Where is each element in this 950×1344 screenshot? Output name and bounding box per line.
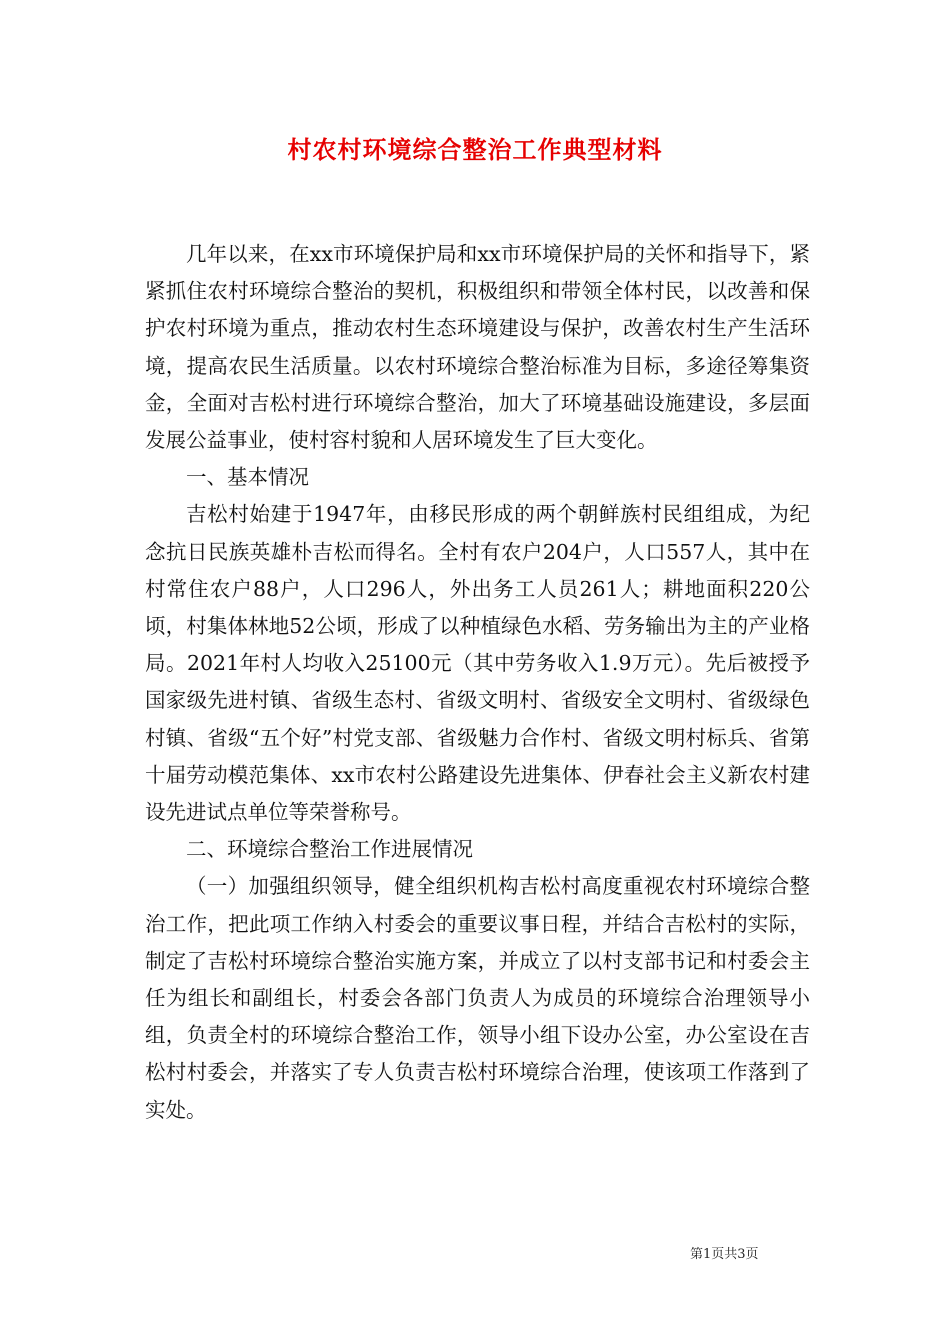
page-number: 第1页共3页 xyxy=(690,1247,759,1262)
document-title: 村农村环境综合整治工作典型材料 xyxy=(287,135,663,164)
intro-paragraph: 几年以来，在xx市环境保护局和xx市环境保护局的关怀和指导下，紧紧抓住农村环境综合整治的契机，积极组织和带领全体村民，以改善和保护农村环境为重点，推动农村生态环境建设与保护，改善农村生产生活环境，提高农民生活质量。以农村环境综合整治标准为目标，多途径筹集资金，全面对吉松村进行环境综合整治，加大了环境基础设施建设，多层面发展公益事业，使村容村貌和人居环境发生了巨大变化。 xyxy=(145,242,810,453)
basic-info-paragraph: 吉松村始建于1947年，由移民形成的两个朝鲜族村民组组成，为纪念抗日民族英雄朴吉松而得名。全村有农户204户，人口557人，其中在村常住农户88户，人口296人，外出务工人员261人；耕地面积220公顷，村集体林地52公顷，形成了以种植绿色水稻、劳务输出为主的产业格局。2021年村人均收入25100元（其中劳务收入1.9万元）。先后被授予国家级先进村镇、省级生态村、省级文明村、省级安全文明村、省级绿色村镇、省级“五个好”村党支部、省级魅力合作村、省级文明村标兵、省第十届劳动模范集体、xx市农村公路建设先进集体、伊春社会主义新农村建设先进试点单位等荣誉称号。 xyxy=(145,502,810,825)
document-body xyxy=(145,236,810,1129)
progress-paragraph-1: （一）加强组织领导，健全组织机构吉松村高度重视农村环境综合整治工作，把此项工作纳入村委会的重要议事日程，并结合吉松村的实际，制定了吉松村环境综合整治实施方案，并成立了以村支部书记和村委会主任为组长和副组长，村委会各部门负责人为成员的环境综合治理领导小组，负责全村的环境综合整治工作，领导小组下设办公室，办公室设在吉松村村委会，并落实了专人负责吉松村环境综合治理，使该项工作落到了实处。 xyxy=(145,874,810,1122)
section-heading-basic-info: 一、基本情况 xyxy=(186,465,309,490)
section-heading-progress: 二、环境综合整治工作进展情况 xyxy=(186,837,473,862)
